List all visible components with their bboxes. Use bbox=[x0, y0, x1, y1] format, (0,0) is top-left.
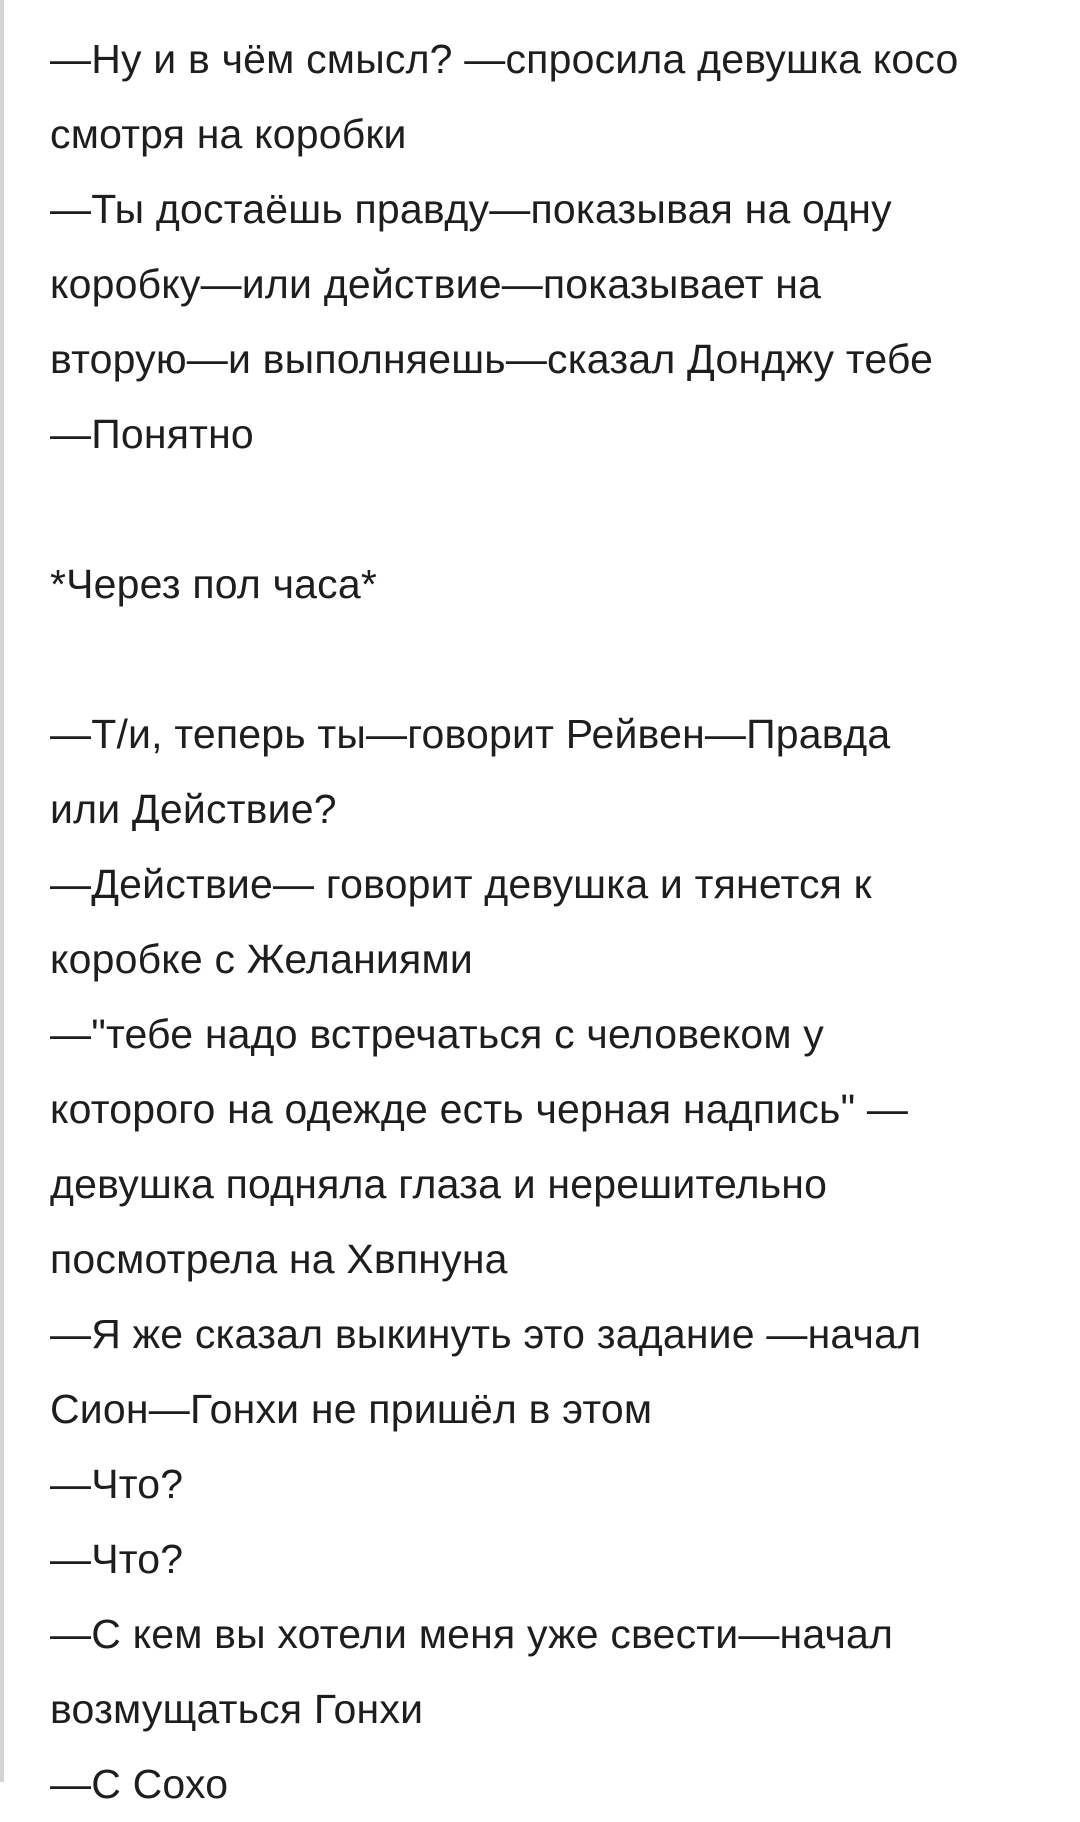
scene-break: *Через пол часа* bbox=[50, 561, 378, 607]
text-line: посмотрела на Хвпнуна bbox=[50, 1236, 508, 1282]
text-line: —С кем вы хотели меня уже свести—начал bbox=[50, 1611, 894, 1657]
text-line: Сион—Гонхи не пришёл в этом bbox=[50, 1386, 653, 1432]
blank-line bbox=[50, 472, 1060, 547]
text-line: смотря на коробки bbox=[50, 111, 407, 157]
text-line: —С Сохо bbox=[50, 1761, 229, 1807]
story-text bbox=[50, 22, 1060, 1822]
text-line: —Т/и, теперь ты—говорит Рейвен—Правда bbox=[50, 711, 891, 757]
text-line: —Действие— говорит девушка и тянется к bbox=[50, 861, 872, 907]
text-line: —Понятно bbox=[50, 411, 254, 457]
text-line: —Я же сказал выкинуть это задание —начал bbox=[50, 1311, 922, 1357]
text-line: —Что? bbox=[50, 1536, 184, 1582]
text-line: —Ну и в чём смысл? —спросила девушка косо bbox=[50, 36, 959, 82]
text-line: —Ты достаёшь правду—показывая на одну bbox=[50, 186, 892, 232]
text-line: —"тебе надо встречаться с человеком у bbox=[50, 1011, 825, 1057]
text-line: девушка подняла глаза и нерешительно bbox=[50, 1161, 828, 1207]
text-line: которого на одежде есть черная надпись" — bbox=[50, 1086, 909, 1132]
text-line: —Что? bbox=[50, 1461, 184, 1507]
text-line: коробку—или действие—показывает на bbox=[50, 261, 822, 307]
blank-line bbox=[50, 622, 1060, 697]
text-line: или Действие? bbox=[50, 786, 337, 832]
text-line: вторую—и выполняешь—сказал Донджу тебе bbox=[50, 336, 934, 382]
text-line: возмущаться Гонхи bbox=[50, 1686, 424, 1732]
text-line: коробке с Желаниями bbox=[50, 936, 473, 982]
left-border bbox=[0, 0, 4, 1782]
